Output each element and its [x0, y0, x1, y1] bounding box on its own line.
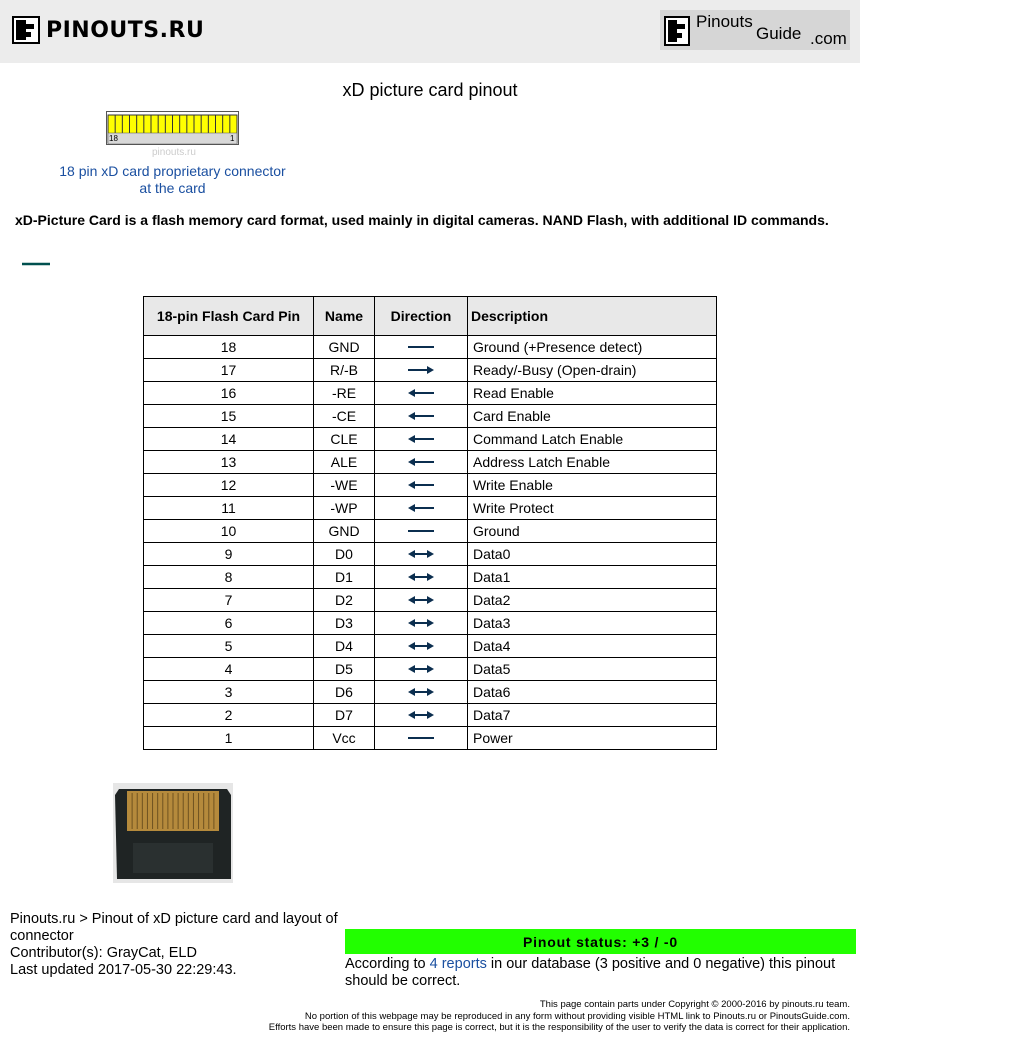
pin-number: 3 — [144, 681, 314, 704]
pin-direction — [375, 497, 468, 520]
pin-direction — [375, 336, 468, 359]
pin-name: D5 — [314, 658, 375, 681]
pin-description: Write Protect — [468, 497, 717, 520]
line-icon — [406, 342, 436, 352]
connector-diagram — [106, 111, 240, 158]
header-pin: 18-pin Flash Card Pin — [144, 297, 314, 336]
pin-description: Data4 — [468, 635, 717, 658]
pin-name: -CE — [314, 405, 375, 428]
pin-description: Data1 — [468, 566, 717, 589]
pin-name: -WP — [314, 497, 375, 520]
pin-name: D0 — [314, 543, 375, 566]
connector-caption-line1[interactable]: 18 pin xD card proprietary connector — [59, 163, 286, 179]
arrow-left-icon — [406, 388, 436, 398]
arrow-both-icon — [406, 710, 436, 720]
pin-name: ALE — [314, 451, 375, 474]
pin-number: 2 — [144, 704, 314, 727]
contributors: Contributor(s): GrayCat, ELD — [10, 945, 197, 961]
pin-name: CLE — [314, 428, 375, 451]
pin-direction — [375, 704, 468, 727]
line-icon — [406, 733, 436, 743]
arrow-left-icon — [406, 503, 436, 513]
page-title: xD picture card pinout — [342, 80, 518, 100]
pin-description: Address Latch Enable — [468, 451, 717, 474]
arrow-left-icon — [406, 457, 436, 467]
pin-number: 12 — [144, 474, 314, 497]
pin-description: Ground — [468, 520, 717, 543]
table-row — [144, 681, 717, 704]
pinoutsguide-logo-icon — [664, 16, 692, 46]
table-row — [144, 612, 717, 635]
pin-direction — [375, 451, 468, 474]
arrow-left-icon — [406, 480, 436, 490]
table-row — [144, 543, 717, 566]
pin-direction — [375, 589, 468, 612]
arrow-both-icon — [406, 595, 436, 605]
copyright-line1: This page contain parts under Copyright © 2000-2016 by pinouts.ru team. — [539, 999, 850, 1010]
pin-name: Vcc — [314, 727, 375, 750]
table-row — [144, 405, 717, 428]
pin-direction — [375, 727, 468, 750]
table-row — [144, 566, 717, 589]
table-row — [144, 727, 717, 750]
pin-number: 7 — [144, 589, 314, 612]
table-row — [144, 520, 717, 543]
legend-line-icon — [22, 258, 50, 270]
pin-number: 14 — [144, 428, 314, 451]
pin-description: Data3 — [468, 612, 717, 635]
pinouts-ru-logo[interactable] — [12, 16, 204, 44]
pin-number: 15 — [144, 405, 314, 428]
pin-description: Data5 — [468, 658, 717, 681]
table-row — [144, 474, 717, 497]
table-row — [144, 589, 717, 612]
pin-direction — [375, 359, 468, 382]
pin-direction — [375, 474, 468, 497]
site-header — [0, 0, 860, 63]
breadcrumb[interactable]: Pinouts.ru > Pinout of xD picture card and layout of connector — [10, 911, 338, 944]
arrow-left-icon — [406, 411, 436, 421]
pin-number: 1 — [144, 727, 314, 750]
partner-logo-part3: .com — [810, 29, 847, 48]
pin-description: Ground (+Presence detect) — [468, 336, 717, 359]
partner-logo-part1: Pinouts — [696, 12, 753, 31]
pin-direction — [375, 520, 468, 543]
status-description — [345, 956, 845, 990]
pin-description: Data6 — [468, 681, 717, 704]
footer-info — [10, 911, 340, 979]
pin-direction — [375, 612, 468, 635]
pin-name: D1 — [314, 566, 375, 589]
pin-name: D6 — [314, 681, 375, 704]
status-text-after: in our database (3 positive and 0 negative) this pinout should be correct. — [345, 956, 836, 989]
pin-direction — [375, 566, 468, 589]
pin-description: Power — [468, 727, 717, 750]
pin-description: Data0 — [468, 543, 717, 566]
pin-number: 5 — [144, 635, 314, 658]
pin-number: 8 — [144, 566, 314, 589]
pin-description: Data7 — [468, 704, 717, 727]
partner-logo-part2: Guide — [756, 24, 802, 43]
table-row — [144, 497, 717, 520]
table-header-row — [144, 297, 717, 336]
pinoutsguide-logo[interactable] — [660, 10, 850, 50]
pin-number: 11 — [144, 497, 314, 520]
connector-pin-right: 1 — [230, 134, 235, 143]
header-name: Name — [314, 297, 375, 336]
pin-description: Write Enable — [468, 474, 717, 497]
pin-name: GND — [314, 336, 375, 359]
pin-name: R/-B — [314, 359, 375, 382]
table-row — [144, 428, 717, 451]
pin-number: 6 — [144, 612, 314, 635]
pin-direction — [375, 543, 468, 566]
reports-link[interactable]: 4 reports — [429, 956, 487, 972]
pin-direction — [375, 635, 468, 658]
pinout-status-badge: Pinout status: +3 / -0 — [345, 929, 856, 954]
table-row — [144, 635, 717, 658]
table-row — [144, 658, 717, 681]
pin-number: 4 — [144, 658, 314, 681]
pin-name: -RE — [314, 382, 375, 405]
arrow-both-icon — [406, 572, 436, 582]
pin-description: Read Enable — [468, 382, 717, 405]
site-logo-text: PINOUTS.RU — [46, 17, 205, 43]
last-updated: Last updated 2017-05-30 22:29:43. — [10, 962, 237, 978]
copyright-line3: Efforts have been made to ensure this page is correct, but it is the responsibility of the user to verify the data is correct for their application. — [268, 1022, 850, 1033]
pin-description: Ready/-Busy (Open-drain) — [468, 359, 717, 382]
pin-number: 18 — [144, 336, 314, 359]
header-description: Description — [468, 297, 717, 336]
pin-name: D2 — [314, 589, 375, 612]
connector-caption-line2[interactable]: at the card — [139, 180, 206, 196]
pin-name: D3 — [314, 612, 375, 635]
pin-direction — [375, 658, 468, 681]
table-row — [144, 704, 717, 727]
table-row — [144, 336, 717, 359]
connector-watermark: pinouts.ru — [152, 147, 196, 158]
arrow-both-icon — [406, 618, 436, 628]
copyright-line2: No portion of this webpage may be reproduced in any form without providing visible HTML link to Pinouts.ru or PinoutsGuide.com. — [304, 1010, 850, 1022]
pin-number: 13 — [144, 451, 314, 474]
arrow-both-icon — [406, 641, 436, 651]
pin-name: GND — [314, 520, 375, 543]
header-direction: Direction — [375, 297, 468, 336]
arrow-left-icon — [406, 434, 436, 444]
arrow-right-icon — [406, 365, 436, 375]
xd-card-photo — [113, 783, 233, 883]
copyright-notice — [200, 999, 850, 1034]
arrow-both-icon — [406, 549, 436, 559]
status-text-before: According to — [345, 956, 430, 972]
pin-number: 9 — [144, 543, 314, 566]
pin-direction — [375, 681, 468, 704]
table-row — [144, 382, 717, 405]
pin-description: Data2 — [468, 589, 717, 612]
pin-number: 16 — [144, 382, 314, 405]
pin-direction — [375, 428, 468, 451]
pin-name: -WE — [314, 474, 375, 497]
line-icon — [406, 526, 436, 536]
intro-text: xD-Picture Card is a flash memory card format, used mainly in digital cameras. NAND Flash, with additional ID commands. — [15, 212, 829, 228]
connector-pin-left: 18 — [109, 134, 118, 143]
connector-caption[interactable] — [40, 163, 305, 197]
pin-number: 10 — [144, 520, 314, 543]
table-row — [144, 451, 717, 474]
arrow-both-icon — [406, 687, 436, 697]
arrow-both-icon — [406, 664, 436, 674]
table-row — [144, 359, 717, 382]
pin-direction — [375, 382, 468, 405]
pinout-table — [143, 296, 717, 750]
pin-number: 17 — [144, 359, 314, 382]
pin-name: D4 — [314, 635, 375, 658]
pin-description: Command Latch Enable — [468, 428, 717, 451]
pin-description: Card Enable — [468, 405, 717, 428]
pin-direction — [375, 405, 468, 428]
pin-name: D7 — [314, 704, 375, 727]
pinouts-logo-icon — [12, 16, 40, 44]
